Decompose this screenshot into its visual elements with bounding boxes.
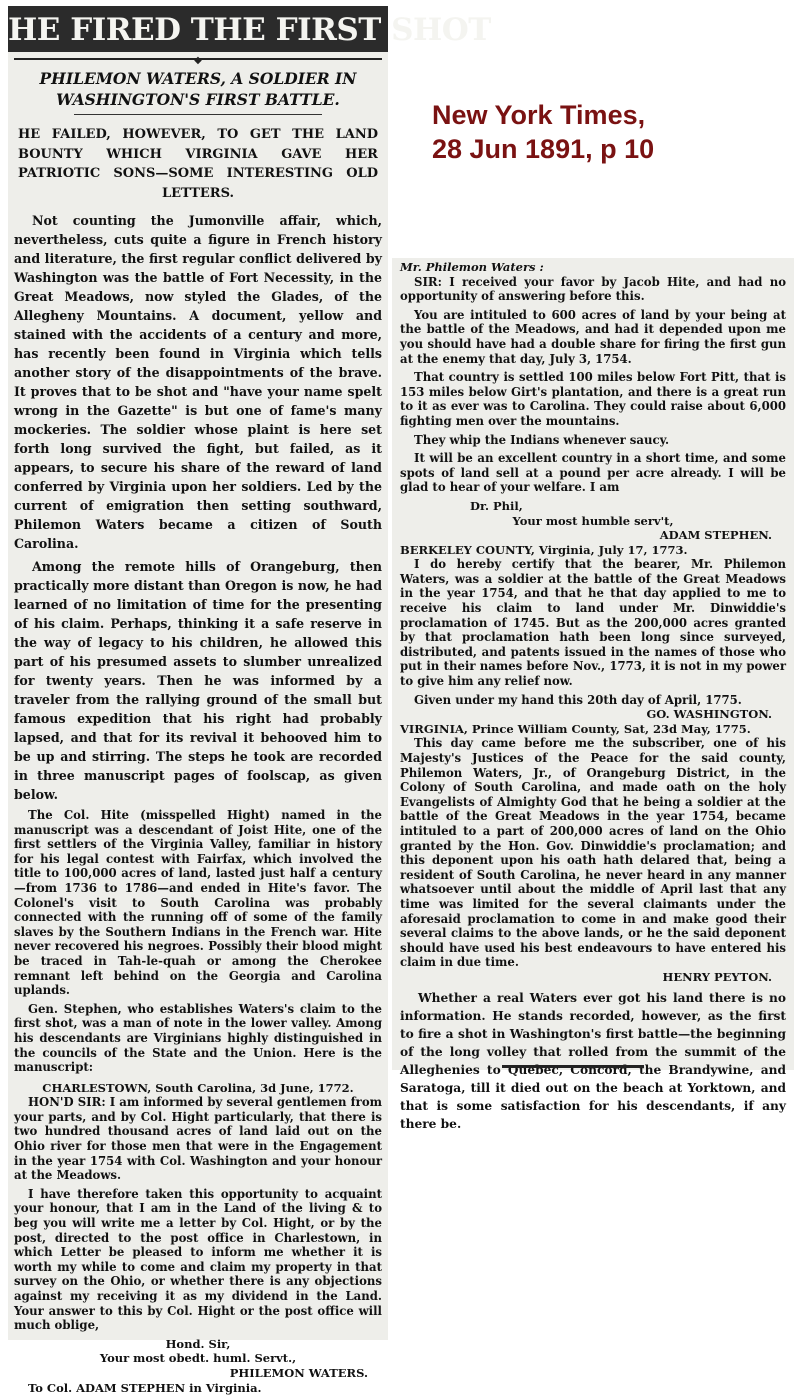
certificate-body: This day came before me the subscriber, one of his Majesty's Justices of the Peace for the said county, Philemon Waters, Jr., of Orangeburg District, in the Colony of South Carolina, and made oath on the holy Evangelists of Almighty God that he being a soldier at the battle of the Great Meadows in the year 1754, became intituled to a part of 200,000 acres of land on the Ohio granted by the Hon. Gov. Dinwiddie's proclamation; and this deponent upon his oath hath delared that, being a resident of South Carolina, he never heard in any manner whatsoever until about the middle of April last that any time was limited for the several claimants under the aforesaid proclamation to come in and make good their several claims to the above lands, or he the said deponent should have used his best endeavours to have entered his claim in due time.: [400, 736, 786, 970]
ornament-icon: ◆: [194, 55, 202, 66]
certificate-washington: [400, 543, 786, 722]
certificate-body: I do hereby certify that the bearer, Mr. Philemon Waters, was a soldier at the battle of the Great Meadows in the year 1754, and that he that day applied to me to receive his claim to land under Mr. Dinwiddie's proclamation of 1745. But as the 200,000 acres granted by that proclamation hath been long since surveyed, distributed, and patents issued in the names of those who put in their names before Nov., 1773, it is not in my power to give him any relief now.: [400, 557, 786, 689]
certificate-dateline: VIRGINIA, Prince William County, Sat, 23d May, 1775.: [400, 721, 751, 736]
certificate-given: Given under my hand this 20th day of April, 1775.: [414, 692, 742, 707]
letter-salutation: Hond. Sir,: [165, 1336, 231, 1351]
letter-paragraph: It will be an excellent country in a short time, and some spots of land sell at a pound per acre already. I will be glad to hear of your welfare. I am: [400, 451, 786, 495]
article-headline: HE FIRED THE FIRST SHOT: [8, 6, 388, 52]
citation-line-1: New York Times,: [432, 100, 646, 130]
certificate-peyton: [400, 722, 786, 985]
certificate-dateline: BERKELEY COUNTY, Virginia, July 17, 1773.: [400, 542, 688, 557]
article-column-right: [392, 258, 794, 1131]
letter-dateline: CHARLESTOWN, South Carolina, 3d June, 1772.: [42, 1080, 354, 1095]
article-conclusion: Whether a real Waters ever got his land there is no information. He stands recorded, however, as the first to fire a shot in Washington's first battle—the beginning of the long volley that rolled from the summit of the Alleghenies to Quebec, Concord, the Brandywine, and Saratoga, till it died out on the beach at Yorktown, and that is some satisfaction for his descendants, if any there be.: [400, 990, 786, 1131]
letter-salutation: Mr. Philemon Waters :: [400, 260, 544, 274]
letter-paragraph: They whip the Indians whenever saucy.: [414, 432, 670, 447]
letter-greeting: Dr. Phil,: [470, 498, 523, 513]
citation-line-2: 28 Jun 1891, p 10: [432, 134, 655, 164]
article-paragraph: The Col. Hite (misspelled Hight) named in the manuscript was a descendant of Joist Hite, one of the first settlers of the Virginia Valley, familiar in history for his legal contest with Fairfax, which involved the title to 100,000 acres of land, lasted just half a century—from 1736 to 1786—and ended in Hite's favor. The Colonel's visit to South Carolina was probably connected with the running off of some of the family slaves by the Southern Indians in the French war. Hite never recovered his negroes. Possibly their blood might be traced in Tah-le-quah or among the Cherokee remnant left behind on the Georgia and Carolina uplands.: [14, 808, 382, 998]
subhead-rule: [74, 114, 322, 115]
letter-address: To Col. ADAM STEPHEN in Virginia.: [28, 1380, 262, 1395]
article-paragraph: Not counting the Jumonville affair, which, nevertheless, cuts quite a figure in French history and literature, the first regular conflict delivered by Washington was the battle of Fort Necessity, in the Great Meadows, now styled the Glades, of the Allegheny Mountains. A document, yellow and stained with the accidents of a century and more, has recently been found in Virginia which tells another story of the disappointments of the brave. It proves that to be shot and "have your name spelt wrong in the Gazette" is but one of fame's many mockeries. The soldier whose plaint is here set forth long survived the fight, but failed, as it appears, to secure his share of the reward of land conferred by Virginia upon her soldiers. Led by the current of emigration then setting southward, Philemon Waters became a citizen of South Carolina.: [14, 213, 382, 551]
letter-paragraph: HON'D SIR: I am informed by several gentlemen from your parts, and by Col. Hight particularly, that there is two hundred thousand acres of land laid out on the Ohio river for those men that were in the Engagement in the year 1754 with Col. Washington and your honour at the Meadows.: [14, 1095, 382, 1183]
letter-paragraph: That country is settled 100 miles below Fort Pitt, that is 153 miles below Girt's plantation, and there is a great run to it as ever was to Carolina. They could raise about 6,000 fighting men over the mountains.: [400, 370, 786, 428]
article-subhead: PHILEMON WATERS, A SOLDIER IN WASHINGTON'S FIRST BATTLE.: [39, 69, 357, 109]
article-paragraph: Gen. Stephen, who establishes Waters's claim to the first shot, was a man of note in the lower valley. Among his descendants are Virginians highly distinguished in the councils of the State and the Union. Here is the manuscript:: [14, 1001, 382, 1075]
certificate-signature: GO. WASHINGTON.: [646, 707, 772, 722]
letter-waters-to-stephen: [14, 1081, 382, 1395]
letter-paragraph: SIR: I received your favor by Jacob Hite, and had no opportunity of answering before this.: [400, 274, 786, 304]
letter-signature: ADAM STEPHEN.: [659, 528, 772, 543]
end-rule: [502, 1065, 644, 1068]
article-deck: HE FAILED, HOWEVER, TO GET THE LAND BOUNTY WHICH VIRGINIA GAVE HER PATRIOTIC SONS—SOME INTERESTING OLD LETTERS.: [18, 127, 378, 201]
letter-stephen-to-waters: [400, 260, 786, 543]
citation-label: [432, 98, 752, 166]
letter-paragraph: I have therefore taken this opportunity to acquaint your honour, that I am in the Land of the living & to beg you will write me a letter by Col. Hight, or by the post, directed to the post office in Charlestown, in which Letter be pleased to inform me whether it is worth my while to come and claim my property in that survey on the Ohio, or whether there is any objections against my receiving it as my dividend in the Land. Your answer to this by Col. Hight or the post office will much oblige,: [14, 1186, 382, 1333]
certificate-signature: HENRY PEYTON.: [662, 969, 772, 984]
letter-signature: PHILEMON WATERS.: [229, 1365, 368, 1380]
letter-closing: Your most humble serv't,: [512, 513, 674, 528]
letter-closing: Your most obedt. huml. Servt.,: [99, 1351, 297, 1366]
letter-paragraph: You are intituled to 600 acres of land by your being at the battle of the Meadows, and had it depended upon me you should have had a double share for firing the first gun at the enemy that day, July 3, 1754.: [400, 307, 786, 366]
article-paragraph: Among the remote hills of Orangeburg, then practically more distant than Oregon is now, he had learned of no limitation of time for the presenting of his claim. Perhaps, thinking it a safe reserve in the way of legacy to his children, he allowed this part of his presumed assets to slumber unrealized for twenty years. Then he was informed by a traveler from the rallying ground of the small but famous expedition that his right had probably lapsed, and that for its revival it behooved him to be up and stirring. The steps he took are recorded in three manuscript pages of foolscap, as given below.: [14, 559, 382, 802]
